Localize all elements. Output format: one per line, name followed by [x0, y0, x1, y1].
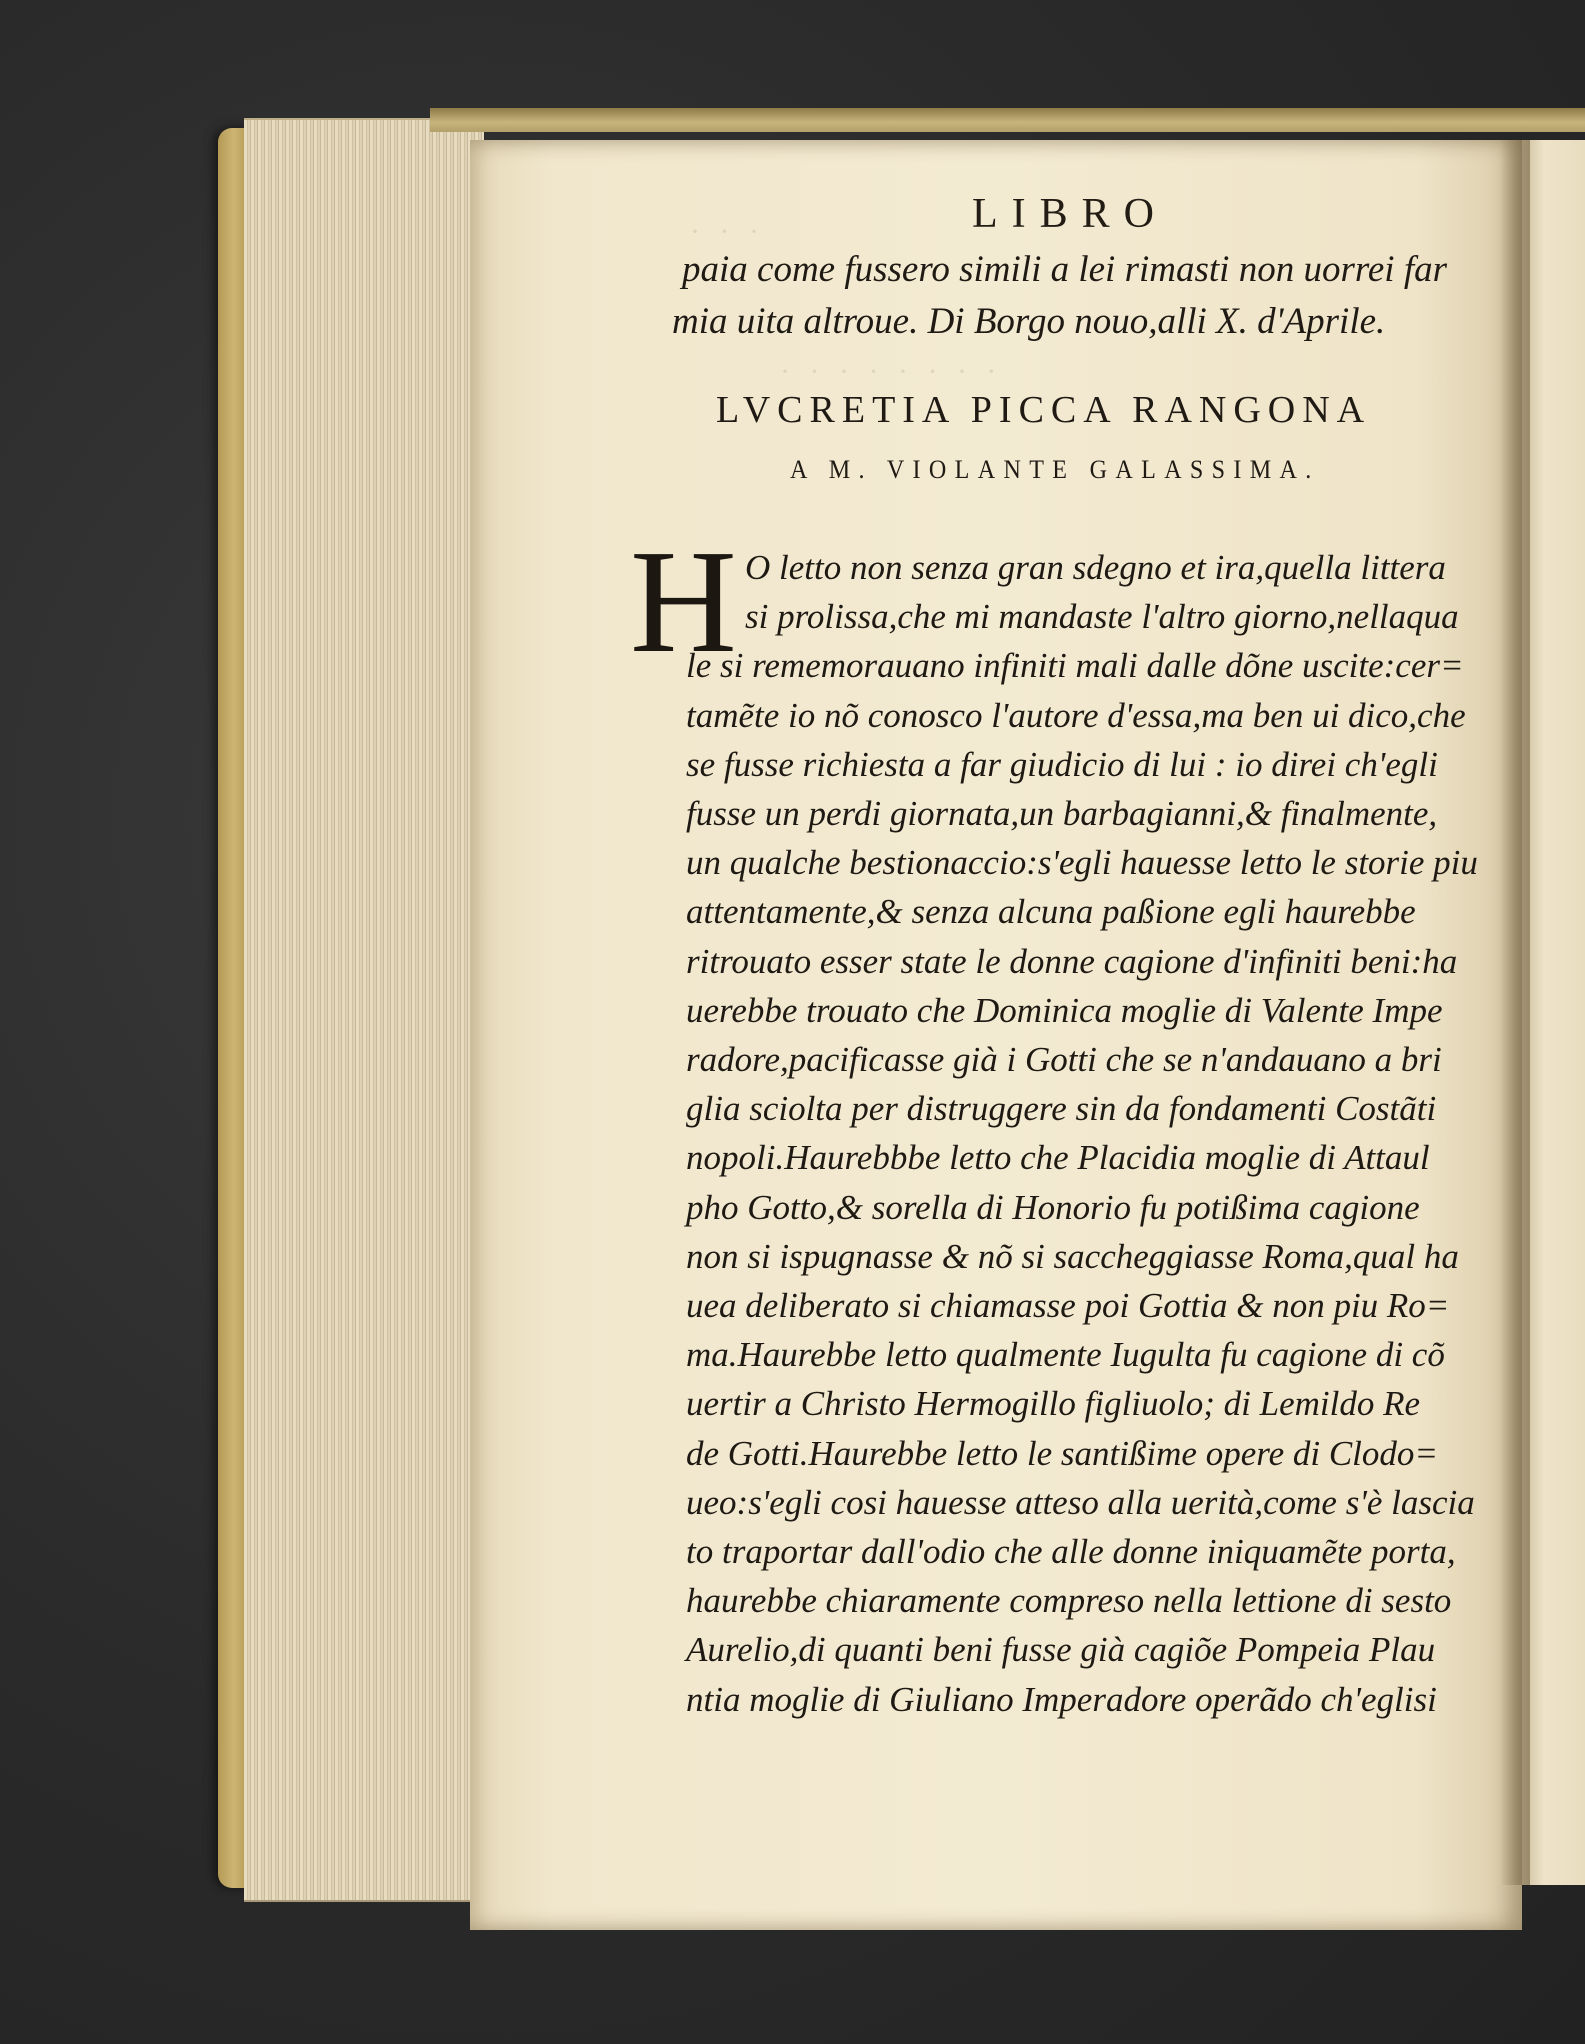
- body-line: haurebbe chiaramente compreso nella lettione di sesto: [686, 1581, 1452, 1621]
- body-line: uerebbe trouato che Dominica moglie di Valente Impe: [686, 990, 1443, 1030]
- show-through-mark: · · ·: [690, 215, 765, 248]
- body-line: pho Gotto,& sorella di Honorio fu potißima cagione: [686, 1187, 1420, 1227]
- show-through-mark: · · · · · · · ·: [780, 355, 1003, 388]
- body-line: Aurelio,di quanti beni fusse già cagiõe Pompeia Plau: [686, 1630, 1436, 1670]
- body-line: si prolissa,che mi mandaste l'altro giorno,nellaqua: [745, 597, 1459, 637]
- body-line: uertir a Christo Hermogillo figliuolo; di Lemildo Re: [686, 1384, 1421, 1424]
- body-line: un qualche bestionaccio:s'egli hauesse letto le storie piu: [686, 843, 1478, 883]
- body-line: attentamente,& senza alcuna paßione egli haurebbe: [686, 892, 1416, 932]
- body-line: O letto non senza gran sdegno et ira,quella littera: [745, 548, 1446, 587]
- body-line: non si ispugnasse & nõ si saccheggiasse Roma,qual ha: [686, 1236, 1459, 1276]
- running-head: LIBRO: [972, 191, 1168, 237]
- body-line: to traportar dall'odio che alle donne iniquamẽte porta,: [686, 1532, 1456, 1571]
- body-line: de Gotti.Haurebbe letto le santißime opere di Clodo=: [686, 1433, 1439, 1473]
- body-line: glia sciolta per distruggere sin da fondamenti Costãti: [686, 1089, 1437, 1129]
- carryover-line-2: mia uita altroue. Di Borgo nouo,alli X. d'Aprile.: [672, 301, 1386, 342]
- body-line: le si rememorauano infiniti mali dalle dõne uscite:cer=: [686, 646, 1464, 686]
- body-line: ma.Haurebbe letto qualmente Iugulta fu cagione di cõ: [686, 1335, 1445, 1375]
- body-line: tamẽte io nõ conosco l'autore d'essa,ma ben ui dico,che: [686, 695, 1466, 735]
- body-line: uea deliberato si chiamasse poi Gottia & non piu Ro=: [686, 1286, 1450, 1325]
- letter-addressee-heading: A M. VIOLANTE GALASSIMA.: [790, 455, 1320, 484]
- body-line: nopoli.Haurebbbe letto che Placidia moglie di Attaul: [686, 1138, 1430, 1178]
- body-line: ntia moglie di Giuliano Imperadore operãdo ch'eglisi: [686, 1679, 1437, 1719]
- carryover-line-1: paia come fussero simili a lei rimasti non uorrei far: [682, 249, 1448, 290]
- body-line: radore,pacificasse già i Gotti che se n'andauano a bri: [686, 1040, 1442, 1079]
- drop-cap-initial: H: [630, 520, 737, 684]
- body-line: ueo:s'egli cosi hauesse atteso alla uerità,come s'è lascia: [686, 1482, 1475, 1522]
- body-line: se fusse richiesta a far giudicio di lui : io direi ch'egli: [686, 744, 1438, 784]
- body-line: fusse un perdi giornata,un barbagianni,& finalmente,: [686, 794, 1438, 833]
- body-line: ritrouato esser state le donne cagione d'infiniti beni:ha: [686, 941, 1458, 981]
- letter-author-heading: LVCRETIA PICCA RANGONA: [716, 389, 1372, 431]
